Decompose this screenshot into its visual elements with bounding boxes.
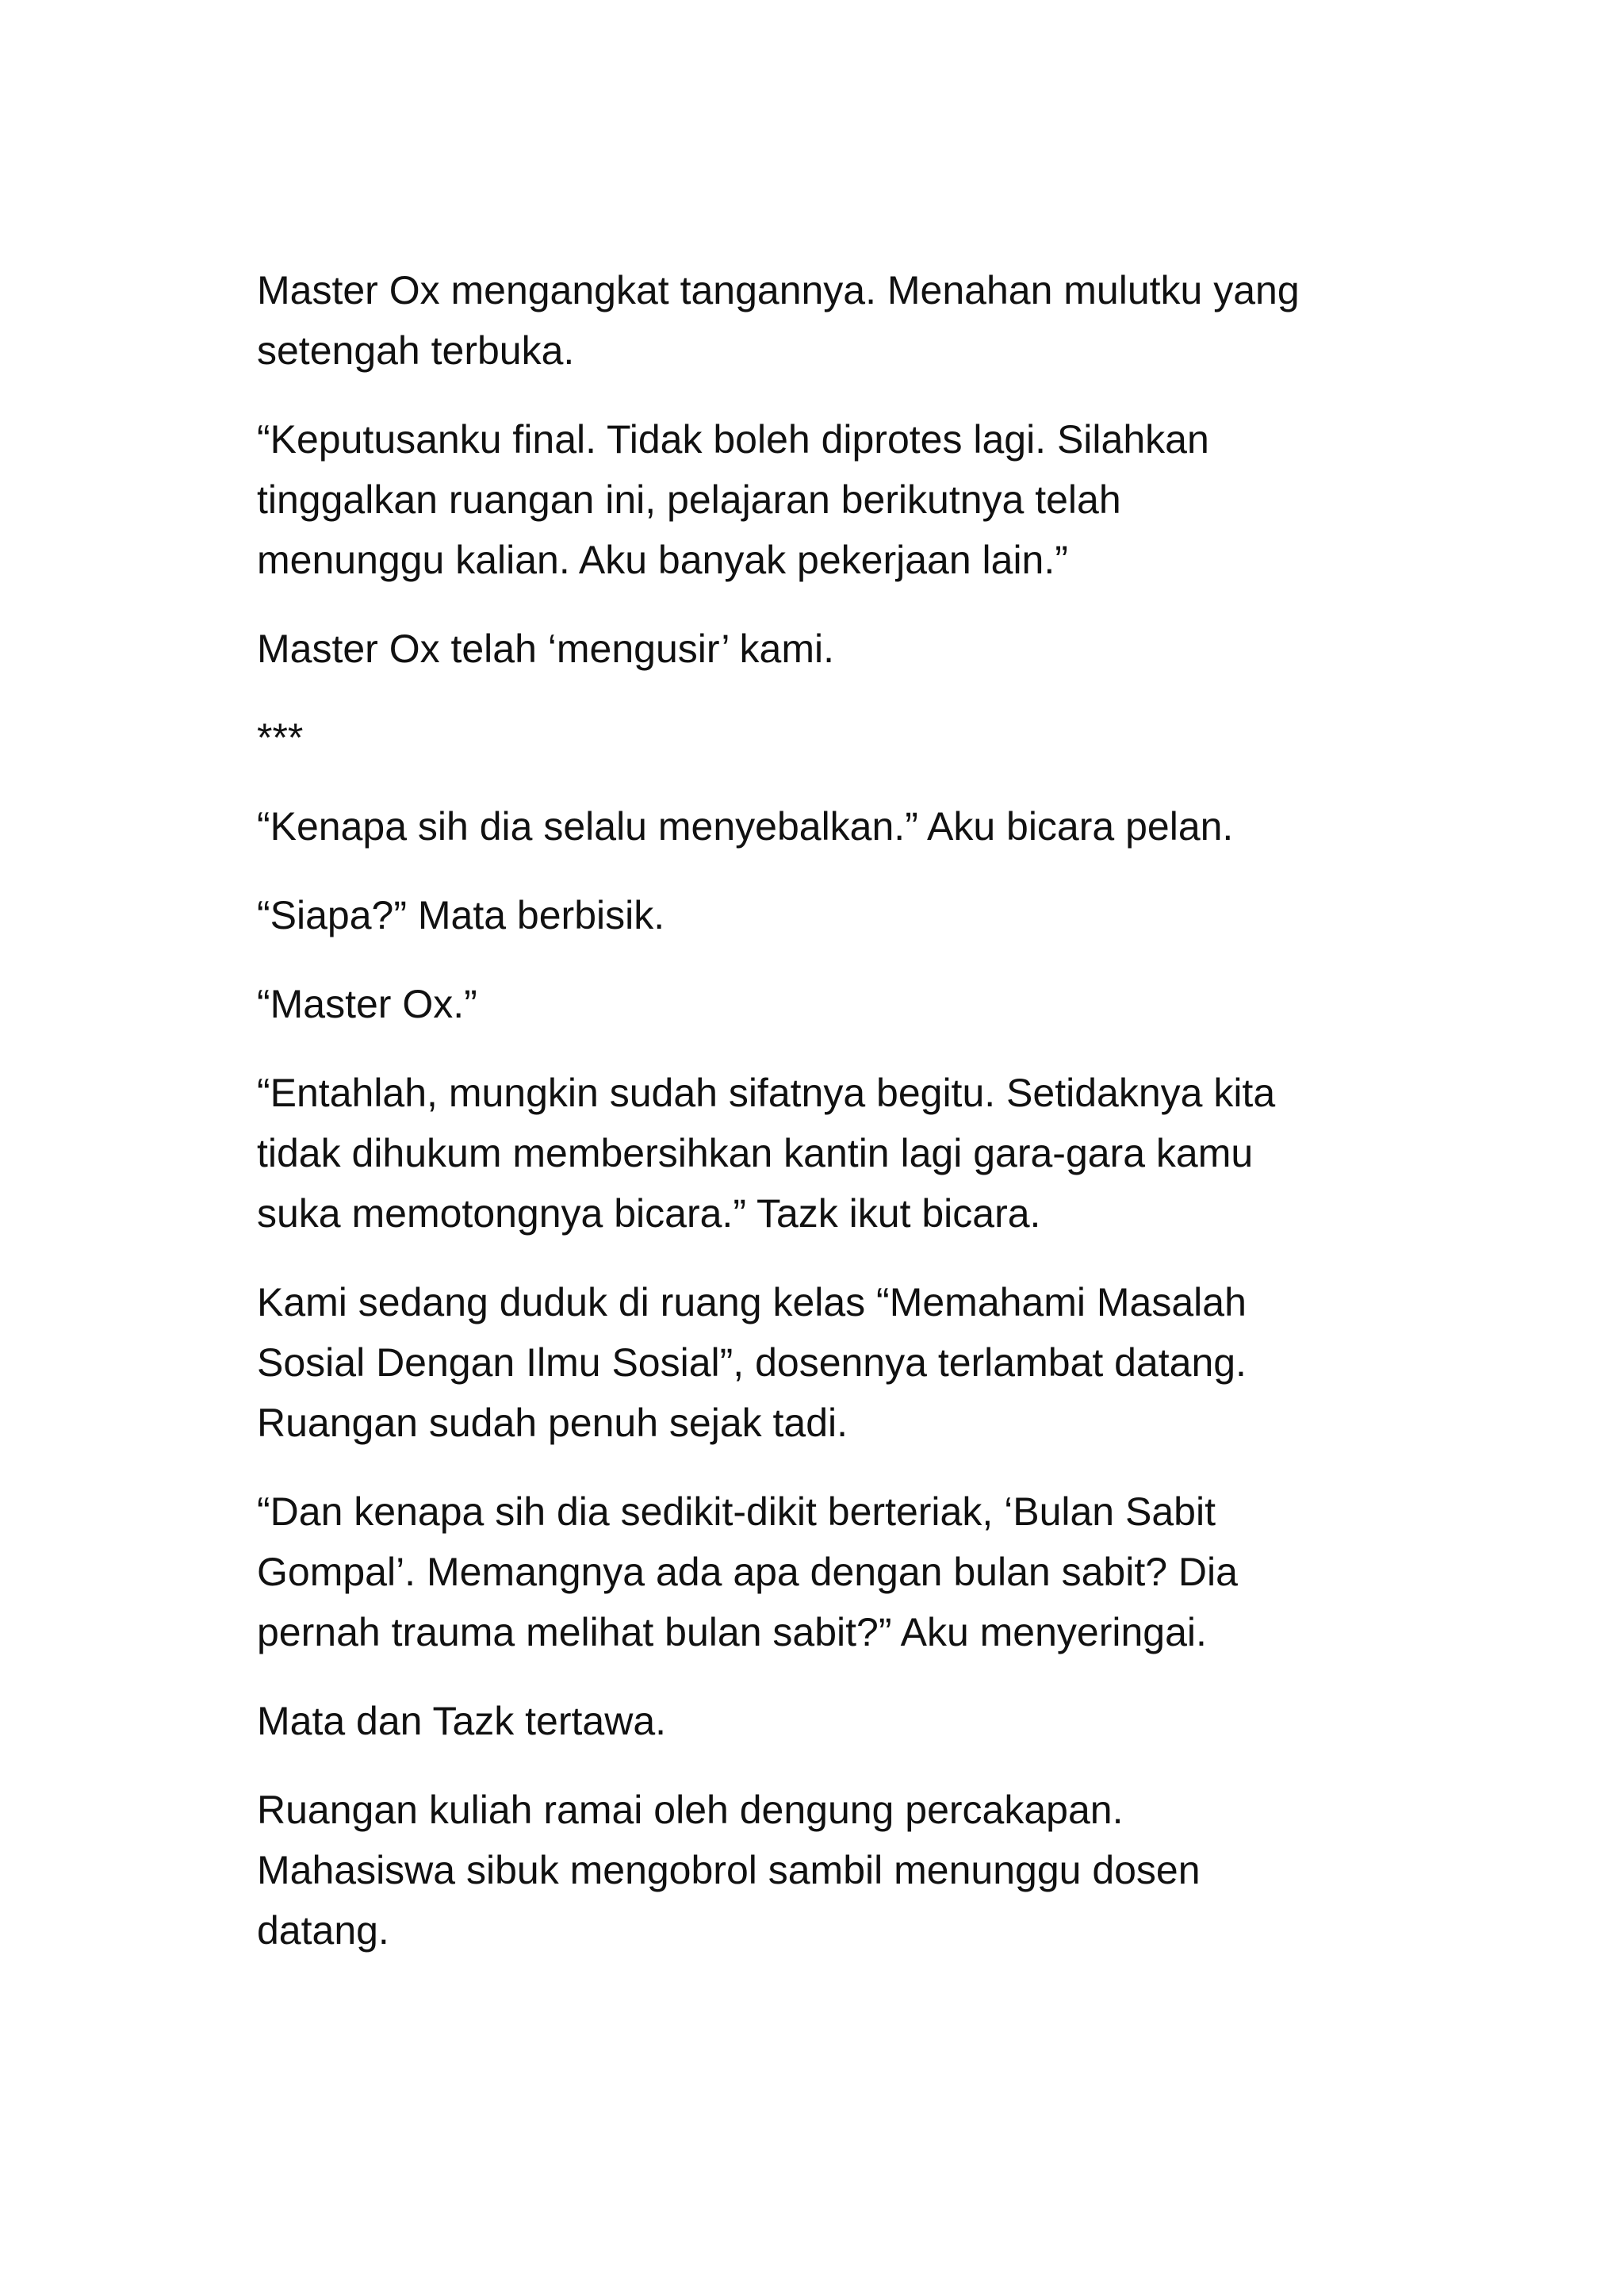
paragraph-12: Ruangan kuliah ramai oleh dengung percakapan. Mahasiswa sibuk mengobrol sambil menunggu dosen datang. — [257, 1788, 1201, 1953]
paragraph-1: Master Ox mengangkat tangannya. Menahan mulutku yang setengah terbuka. — [257, 268, 1300, 373]
paragraph-10: “Dan kenapa sih dia sedikit-dikit berteriak, ‘Bulan Sabit Gompal’. Memangnya ada apa dengan bulan sabit? Dia pernah trauma melihat bulan sabit?” Aku menyeringai. — [257, 1489, 1238, 1654]
paragraph-8: “Entahlah, mungkin sudah sifatnya begitu. Setidaknya kita tidak dihukum membersihkan kantin lagi gara-gara kamu suka memotongnya bicara.” Tazk ikut bicara. — [257, 1071, 1276, 1236]
scene-break: *** — [257, 715, 304, 760]
paragraph-6: “Siapa?” Mata berbisik. — [257, 893, 665, 937]
paragraph-11: Mata dan Tazk tertawa. — [257, 1699, 667, 1743]
paragraph-5: “Kenapa sih dia selalu menyebalkan.” Aku bicara pelan. — [257, 804, 1234, 849]
paragraph-3: Master Ox telah ‘mengusir’ kami. — [257, 627, 835, 671]
paragraph-7: “Master Ox.” — [257, 982, 477, 1026]
paragraph-2: “Keputusanku final. Tidak boleh diprotes lagi. Silahkan tinggalkan ruangan ini, pelajaran berikutnya telah menunggu kalian. Aku banyak pekerjaan lain.” — [257, 417, 1209, 582]
document-page — [257, 260, 1399, 1989]
paragraph-9: Kami sedang duduk di ruang kelas “Memahami Masalah Sosial Dengan Ilmu Sosial”, dosennya terlambat datang. Ruangan sudah penuh sejak tadi. — [257, 1280, 1247, 1445]
